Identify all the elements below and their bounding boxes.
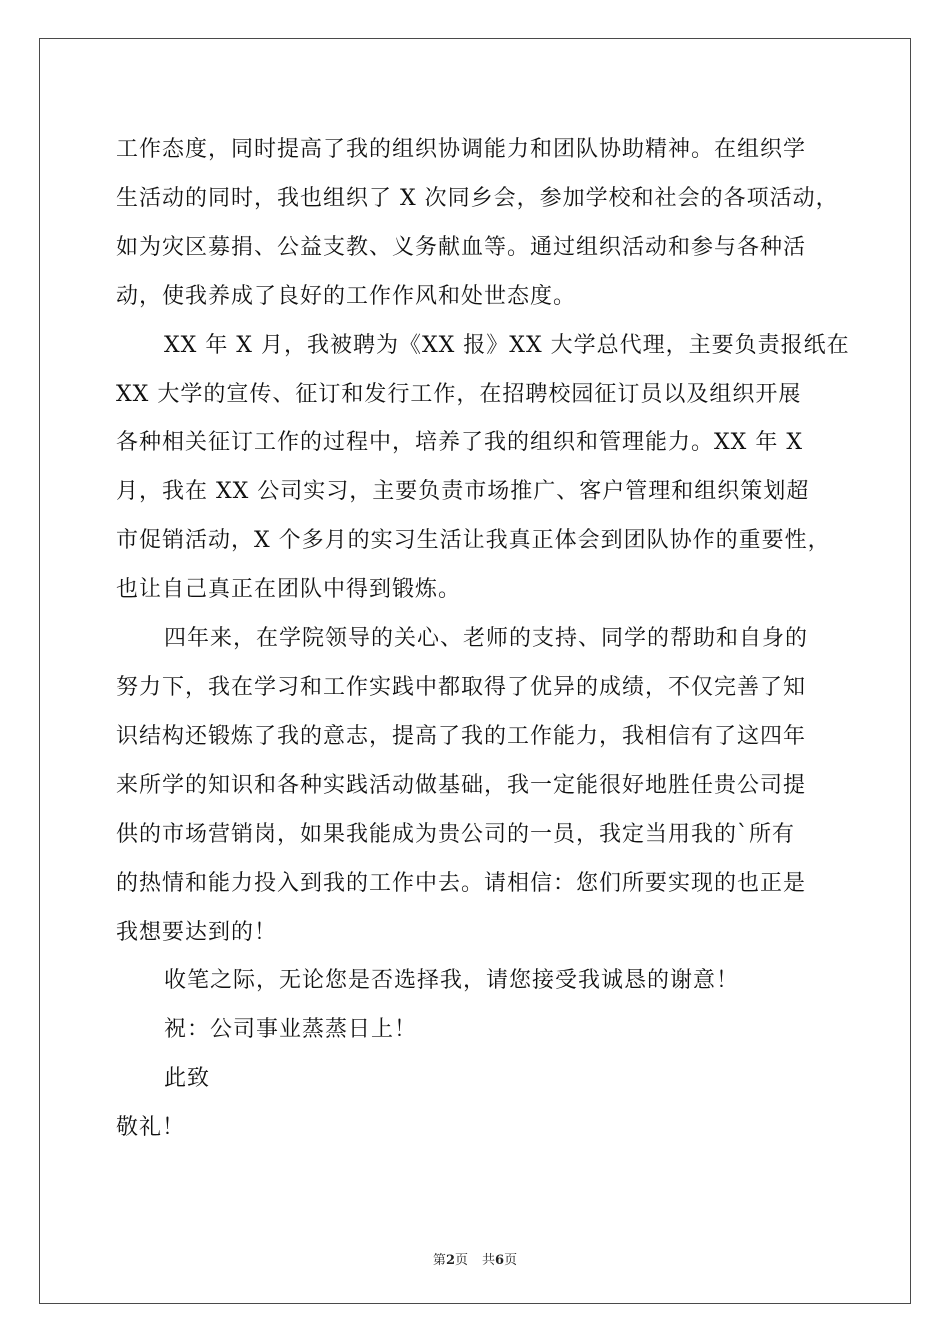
text-line: 我想要达到的！: [116, 919, 278, 945]
page-unit: 页: [454, 1253, 468, 1268]
page-prefix: 第: [432, 1253, 446, 1268]
text-line: 各种相关征订工作的过程中，培养了我的组织和管理能力。XX 年 X: [116, 430, 803, 456]
text-line: 如为灾区募捐、公益支教、义务献血等。通过组织活动和参与各种活: [116, 234, 807, 260]
letter-body: [116, 126, 850, 1153]
closing-wish: 祝：公司事业蒸蒸日上！: [164, 1017, 418, 1043]
text-line: 动，使我养成了良好的工作作风和处世态度。: [116, 283, 577, 309]
closing-salutation: 此致: [164, 1066, 211, 1092]
text-line: 四年来，在学院领导的关心、老师的支持、同学的帮助和自身的: [164, 626, 809, 652]
closing-regards: 敬礼！: [116, 1115, 186, 1141]
text-line: 月，我在 XX 公司实习，主要负责市场推广、客户管理和组织策划超: [116, 479, 810, 505]
text-line: XX 年 X 月，我被聘为《XX 报》XX 大学总代理，主要负责报纸在: [164, 332, 850, 358]
text-line: 的热情和能力投入到我的工作中去。请相信：您们所要实现的也正是: [116, 870, 807, 896]
page-footer: [0, 1249, 950, 1268]
text-line: 生活动的同时，我也组织了 X 次同乡会，参加学校和社会的各项活动，: [116, 185, 839, 211]
text-line: 市促销活动，X 个多月的实习生活让我真正体会到团队协作的重要性，: [116, 528, 831, 554]
text-line: XX 大学的宣传、征订和发行工作，在招聘校园征订员以及组织开展: [116, 381, 802, 407]
page-total: 6: [495, 1253, 505, 1268]
page-current: 2: [445, 1253, 455, 1268]
total-unit: 页: [504, 1253, 518, 1268]
text-line: 也让自己真正在团队中得到锻炼。: [116, 577, 462, 603]
text-line: 工作态度，同时提高了我的组织协调能力和团队协助精神。在组织学: [116, 137, 807, 162]
total-prefix: 共: [482, 1253, 496, 1268]
text-line: 来所学的知识和各种实践活动做基础，我一定能很好地胜任贵公司提: [116, 772, 807, 798]
text-line: 识结构还锻炼了我的意志，提高了我的工作能力，我相信有了这四年: [116, 723, 807, 749]
text-line: 供的市场营销岗，如果我能成为贵公司的一员，我定当用我的`所有: [116, 821, 796, 847]
closing-thanks: 收笔之际，无论您是否选择我，请您接受我诚恳的谢意！: [164, 968, 740, 994]
text-line: 努力下，我在学习和工作实践中都取得了优异的成绩，不仅完善了知: [116, 674, 807, 700]
